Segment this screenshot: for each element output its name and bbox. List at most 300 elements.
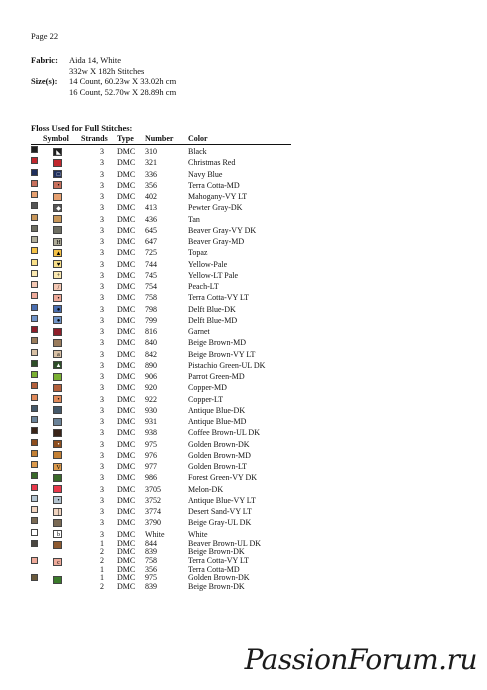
number-cell: 402 [145,192,157,201]
floss-row [31,191,301,202]
symbol-swatch [53,170,62,178]
symbol-glyph: ◆ [56,205,61,212]
color-swatch [31,394,38,401]
number-cell: 890 [145,360,157,370]
symbol-swatch [53,485,62,493]
type-cell: DMC [117,573,136,583]
strands-cell: 1 [100,564,104,574]
color-name-cell: Black [188,147,207,156]
number-cell: 3774 [145,507,161,516]
floss-row [31,450,301,461]
number-cell: 977 [145,462,157,471]
symbol-swatch [53,418,62,426]
color-swatch [31,315,38,322]
strands-cell: 3 [100,372,104,381]
number-cell: 356 [145,180,157,190]
strands-cell: 3 [100,507,104,516]
floss-row [31,180,301,191]
color-swatch [31,202,38,209]
type-cell: DMC [117,270,136,280]
floss-row [31,583,301,592]
symbol-swatch [53,316,62,324]
type-cell: DMC [117,169,136,179]
type-cell: DMC [117,248,136,258]
floss-row [31,416,301,427]
header-number: Number [145,134,174,143]
strands-cell: 3 [100,405,104,415]
type-cell: DMC [117,581,136,591]
color-name-cell: Beige Gray-UL DK [188,518,252,528]
symbol-glyph: ▲ [55,250,62,257]
symbol-swatch [53,260,62,268]
floss-row [31,405,301,416]
color-swatch [31,529,38,536]
type-cell: DMC [117,315,136,325]
color-swatch [31,484,38,491]
type-cell: DMC [117,338,136,348]
number-cell: 3790 [145,518,161,528]
floss-row [31,349,301,360]
symbol-glyph: • [57,498,60,505]
symbol-glyph: V [56,464,61,471]
color-swatch [31,450,38,457]
color-swatch [31,540,38,547]
color-swatch [31,405,38,412]
number-cell: 930 [145,405,157,415]
symbol-swatch [53,226,62,234]
color-name-cell: Golden Brown-DK [188,439,250,449]
color-swatch [31,191,38,198]
strands-cell: 3 [100,383,104,393]
symbol-swatch [53,215,62,223]
symbol-swatch [53,429,62,437]
number-cell: 725 [145,248,157,258]
symbol-swatch [53,350,62,358]
type-cell: DMC [117,529,136,539]
floss-row [31,169,301,180]
color-name-cell: Peach-LT [188,282,219,291]
color-swatch [31,349,38,356]
floss-row [31,292,301,303]
type-cell: DMC [117,349,136,359]
color-name-cell: Desert Sand-VY LT [188,507,252,516]
number-cell: 844 [145,538,157,548]
fabric-value: Aida 14, White [69,55,122,65]
strands-cell: 3 [100,270,104,280]
symbol-swatch [53,249,62,257]
color-name-cell: Terra Cotta-MD [188,180,240,190]
symbol-swatch [53,496,62,504]
header-symbol: Symbol [43,134,69,143]
color-name-cell: Tan [188,214,200,224]
type-cell: DMC [117,450,136,460]
symbol-glyph: ● [56,307,61,313]
color-name-cell: Copper-LT [188,394,224,404]
color-name-cell: Antique Blue-MD [188,417,247,426]
strands-cell: 3 [100,484,104,494]
strands-cell: 3 [100,349,104,359]
floss-row [31,439,301,450]
color-swatch [31,247,38,254]
number-cell: 647 [145,237,157,246]
floss-row [31,506,301,517]
color-name-cell: White [188,529,208,539]
strands-cell: 1 [100,573,104,583]
type-cell: DMC [117,405,136,415]
number-cell: 975 [145,439,157,449]
color-swatch [31,225,38,232]
floss-row [31,484,301,495]
strands-cell: 3 [100,192,104,201]
type-cell: DMC [117,394,136,404]
strands-cell: 1 [100,538,104,548]
floss-row [31,371,301,382]
floss-row [31,540,301,549]
type-cell: DMC [117,192,136,201]
color-name-cell: Pistachio Green-UL DK [188,360,266,370]
floss-row [31,236,301,247]
symbol-glyph: • [57,183,60,190]
symbol-swatch [53,384,62,392]
symbol-swatch [53,181,62,189]
color-swatch [31,574,38,581]
floss-row [31,157,301,168]
strands-cell: 3 [100,338,104,348]
color-swatch [31,427,38,434]
floss-row [31,270,301,281]
type-cell: DMC [117,473,136,483]
symbol-glyph: H [56,239,61,246]
floss-row [31,304,301,315]
color-swatch [31,472,38,479]
color-swatch [31,236,38,243]
strands-cell: 3 [100,518,104,528]
color-swatch [31,292,38,299]
symbol-glyph: ◣ [56,149,61,156]
symbol-glyph: ▲ [55,363,62,370]
number-cell: 839 [145,581,157,591]
color-name-cell: Terra Cotta-MD [188,564,240,574]
strands-cell: 3 [100,225,104,235]
type-cell: DMC [117,282,136,291]
number-cell: 976 [145,450,157,460]
number-cell: 436 [145,214,157,224]
strands-cell: 3 [100,169,104,179]
type-cell: DMC [117,564,136,574]
symbol-swatch [53,283,62,291]
color-name-cell: Christmas Red [188,158,236,168]
color-swatch [31,259,38,266]
strands-cell: 3 [100,473,104,483]
strands-cell: 3 [100,394,104,404]
floss-row [31,259,301,270]
floss-row [31,427,301,438]
floss-row [31,214,301,225]
number-cell: 3705 [145,484,161,494]
color-name-cell: Beige Brown-DK [188,581,245,591]
number-cell: 922 [145,394,157,404]
number-cell: White [145,529,165,539]
floss-row [31,495,301,506]
strands-cell: 3 [100,450,104,460]
symbol-swatch [53,373,62,381]
color-swatch [31,169,38,176]
number-cell: 986 [145,473,157,483]
number-cell: 842 [145,349,157,359]
strands-cell: 3 [100,428,104,438]
color-name-cell: Coffee Brown-UL DK [188,428,260,438]
strands-cell: 3 [100,360,104,370]
color-swatch [31,416,38,423]
size-16-count: 16 Count, 52.70w X 28.89h cm [69,86,177,97]
number-cell: 931 [145,417,157,426]
type-cell: DMC [117,304,136,314]
color-swatch [31,281,38,288]
strands-cell: 3 [100,282,104,291]
color-name-cell: Topaz [188,248,208,258]
color-name-cell: Yellow-Pale [188,259,228,269]
floss-row [31,548,301,557]
type-cell: DMC [117,462,136,471]
color-swatch [31,371,38,378]
type-cell: DMC [117,360,136,370]
symbol-swatch [53,294,62,302]
number-cell: 798 [145,304,157,314]
symbol-swatch [53,474,62,482]
symbol-swatch [53,361,62,369]
color-name-cell: Delft Blue-DK [188,304,236,314]
type-cell: DMC [117,180,136,190]
color-swatch [31,180,38,187]
number-cell: 745 [145,270,157,280]
color-swatch [31,506,38,513]
color-name-cell: Forest Green-VY DK [188,473,258,483]
floss-row [31,557,301,566]
symbol-glyph: c [57,560,60,567]
floss-row [31,382,301,393]
color-name-cell: Golden Brown-MD [188,450,251,460]
color-swatch [31,557,38,564]
number-cell: 975 [145,573,157,583]
number-cell: 816 [145,327,157,336]
floss-row [31,394,301,405]
type-cell: DMC [117,518,136,528]
strands-cell: 3 [100,315,104,325]
floss-row [31,360,301,371]
color-swatch [31,326,38,333]
color-name-cell: Terra Cotta-VY LT [188,555,250,565]
symbol-swatch [53,238,62,246]
number-cell: 938 [145,428,157,438]
type-cell: DMC [117,214,136,224]
color-swatch [31,270,38,277]
floss-row [31,461,301,472]
type-cell: DMC [117,147,136,156]
page-number: Page 22 [31,31,59,41]
type-cell: DMC [117,495,136,505]
color-swatch [31,382,38,389]
color-name-cell: Copper-MD [188,383,227,393]
symbol-glyph: b [57,532,60,538]
color-swatch [31,304,38,311]
strands-cell: 3 [100,237,104,246]
symbol-swatch [53,148,62,156]
symbol-glyph: + [56,273,61,280]
color-name-cell: Antique Blue-VY LT [188,495,256,505]
number-cell: 321 [145,158,157,168]
header-color: Color [188,134,208,143]
type-cell: DMC [117,259,136,269]
color-name-cell: Beige Brown-VY LT [188,349,256,359]
color-name-cell: Navy Blue [188,169,223,179]
color-name-cell: Antique Blue-DK [188,405,246,415]
symbol-glyph: / [57,284,60,291]
type-cell: DMC [117,484,136,494]
color-name-cell: Beaver Gray-MD [188,237,245,246]
color-swatch [31,337,38,344]
symbol-swatch [53,463,62,471]
symbol-swatch [53,328,62,336]
color-swatch [31,214,38,221]
type-cell: DMC [117,237,136,246]
number-cell: 758 [145,555,157,565]
floss-row [31,315,301,326]
symbol-swatch [53,508,62,516]
size-14-count: 14 Count, 60.23w X 33.02h cm [69,76,177,86]
number-cell: 840 [145,338,157,348]
color-swatch [31,439,38,446]
type-cell: DMC [117,547,136,557]
section-title: Floss Used for Full Stitches: [31,123,133,133]
type-cell: DMC [117,428,136,438]
strands-cell: 3 [100,417,104,426]
stitch-count: 332w X 182h Stitches [69,65,145,76]
color-name-cell: Delft Blue-MD [188,315,238,325]
number-cell: 413 [145,203,157,213]
color-name-cell: Garnet [188,327,210,336]
symbol-swatch [53,395,62,403]
number-cell: 799 [145,315,157,325]
color-swatch [31,360,38,367]
number-cell: 839 [145,547,157,557]
color-name-cell: Mahogany-VY LT [188,192,248,201]
strands-cell: 3 [100,147,104,156]
number-cell: 3752 [145,495,161,505]
strands-cell: 3 [100,158,104,168]
type-cell: DMC [117,327,136,336]
strands-cell: 3 [100,248,104,258]
type-cell: DMC [117,555,136,565]
symbol-swatch [53,305,62,313]
floss-row [31,326,301,337]
symbol-swatch [53,519,62,527]
type-cell: DMC [117,383,136,393]
type-cell: DMC [117,417,136,426]
number-cell: 758 [145,293,157,303]
color-name-cell: Terra Cotta-VY LT [188,293,250,303]
header-type: Type [117,134,134,143]
strands-cell: 3 [100,259,104,269]
color-name-cell: Golden Brown-DK [188,573,250,583]
strands-cell: 3 [100,293,104,303]
symbol-glyph: │ [56,509,61,516]
number-cell: 645 [145,225,157,235]
strands-cell: 2 [100,581,104,591]
strands-cell: 2 [100,547,104,557]
type-cell: DMC [117,225,136,235]
type-cell: DMC [117,507,136,516]
number-cell: 920 [145,383,157,393]
color-name-cell: Beaver Brown-UL DK [188,538,262,548]
symbol-glyph: ♥ [56,262,61,268]
floss-row [31,247,301,258]
type-cell: DMC [117,293,136,303]
floss-table [31,146,301,591]
color-name-cell: Beige Brown-DK [188,547,245,557]
strands-cell: 3 [100,304,104,314]
strands-cell: 3 [100,439,104,449]
strands-cell: 3 [100,203,104,213]
watermark: PassionForum.ru [244,643,477,676]
color-name-cell: Beige Brown-MD [188,338,246,348]
color-name-cell: Beaver Gray-VY DK [188,225,257,235]
number-cell: 336 [145,169,157,179]
size-label: Size(s): [31,76,58,86]
color-swatch [31,495,38,502]
strands-cell: 3 [100,214,104,224]
symbol-swatch [53,271,62,279]
fabric-info [31,55,176,97]
number-cell: 356 [145,564,157,574]
fabric-label: Fabric: [31,55,58,65]
color-name-cell: Yellow-LT Pale [188,270,239,280]
type-cell: DMC [117,372,136,381]
symbol-swatch [53,451,62,459]
type-cell: DMC [117,439,136,449]
symbol-swatch [53,193,62,201]
color-name-cell: Parrot Green-MD [188,372,245,381]
color-name-cell: Golden Brown-LT [188,462,248,471]
symbol-swatch [53,440,62,448]
floss-row [31,146,301,157]
number-cell: 754 [145,282,157,291]
floss-row [31,472,301,483]
color-swatch [31,157,38,164]
symbol-swatch [53,406,62,414]
floss-row [31,337,301,348]
type-cell: DMC [117,158,136,168]
symbol-glyph: • [57,442,60,448]
strands-cell: 3 [100,180,104,190]
floss-row [31,281,301,292]
strands-cell: 3 [100,495,104,505]
number-cell: 310 [145,147,157,156]
symbol-glyph: a [57,352,60,358]
strands-cell: 2 [100,555,104,565]
color-swatch [31,461,38,468]
symbol-glyph: ● [56,318,61,325]
color-name-cell: Melon-DK [188,484,224,494]
floss-row [31,574,301,583]
symbol-swatch [53,159,62,167]
symbol-glyph: • [57,295,60,302]
floss-row [31,566,301,575]
symbol-swatch [53,530,62,538]
floss-row [31,517,301,528]
type-cell: DMC [117,538,136,548]
table-header [31,134,291,145]
symbol-swatch [53,204,62,212]
